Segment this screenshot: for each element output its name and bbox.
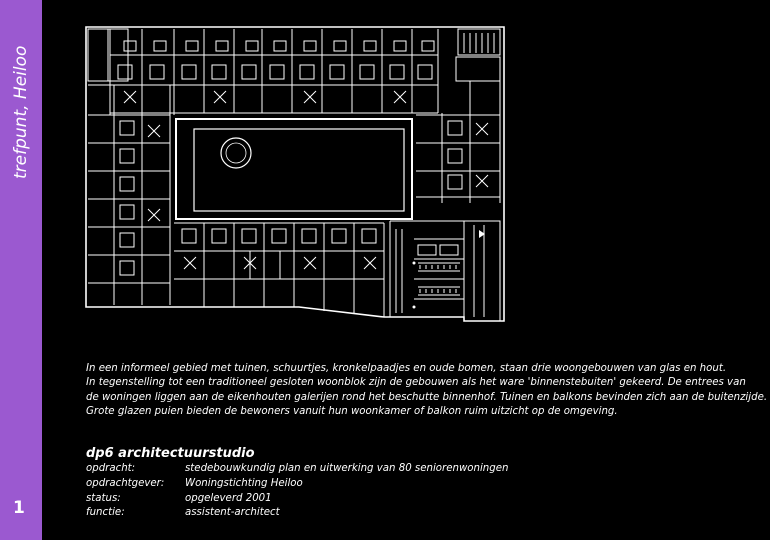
detail-label: status: bbox=[86, 492, 121, 504]
project-description bbox=[86, 362, 768, 420]
project-title bbox=[11, 14, 41, 194]
detail-value: Woningstichting Heiloo bbox=[185, 477, 303, 489]
description-line: In tegenstelling tot een traditioneel gesloten woonblok zijn de gebouwen als het ware 'binnenstebuiten' gekeerd. De entrees van bbox=[86, 377, 746, 389]
detail-row-opdrachtgever bbox=[86, 477, 508, 492]
studio-name: dp6 architectuurstudio bbox=[86, 446, 255, 461]
page-number: 1 bbox=[13, 498, 25, 518]
sidebar bbox=[0, 0, 42, 540]
detail-row-functie bbox=[86, 506, 508, 521]
project-details bbox=[86, 462, 508, 521]
detail-label: opdracht: bbox=[86, 463, 136, 474]
detail-value: opgeleverd 2001 bbox=[185, 492, 272, 504]
detail-row-opdracht bbox=[86, 462, 508, 477]
detail-value: assistent-architect bbox=[185, 507, 280, 519]
detail-row-status bbox=[86, 492, 508, 507]
floor-plan bbox=[84, 25, 506, 325]
description-line: de woningen liggen aan de eikenhouten galerijen rond het beschutte binnenhof. Tuinen en balkons bevinden zich aan de buitenzijde. bbox=[86, 391, 768, 403]
detail-label: functie: bbox=[86, 507, 125, 519]
description-line: In een informeel gebied met tuinen, schuurtjes, kronkelpaadjes en oude bomen, staan drie woongebouwen van glas en hout. bbox=[86, 363, 727, 374]
detail-label: opdrachtgever: bbox=[86, 477, 165, 489]
project-title-text: trefpunt, Heiloo bbox=[11, 45, 31, 179]
detail-value: stedebouwkundig plan en uitwerking van 80 seniorenwoningen bbox=[185, 463, 509, 474]
description-line: Grote glazen puien bieden de bewoners vanuit hun woonkamer of balkon ruim uitzicht op de omgeving. bbox=[86, 406, 618, 418]
